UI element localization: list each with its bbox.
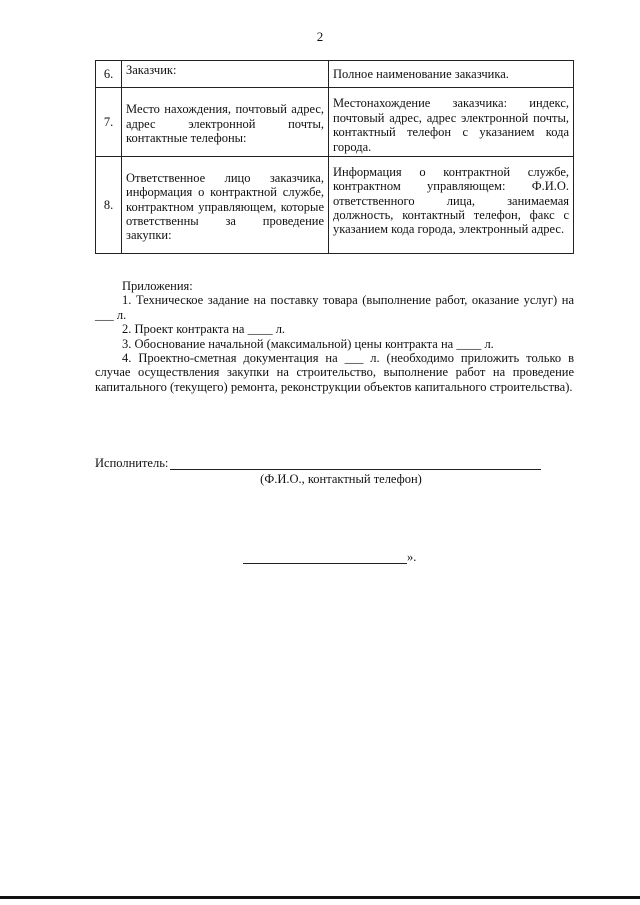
row-field-label: Ответственное лицо заказчика, информация о контрактной службе, контрактном управляющем, которые ответственны за проведение закупки: — [122, 156, 329, 253]
appendix-section — [95, 279, 574, 394]
row-field-label: Заказчик: — [122, 61, 329, 88]
closing-line — [243, 550, 416, 564]
appendix-item: 2. Проект контракта на ____ л. — [122, 322, 286, 337]
appendix-item: 4. Проектно-сметная документация на ___ л. (необходимо приложить только в случае осуществления закупки на строительство, выполнение работ на проведение капитального (текущего) ремонта, реконструкции объектов капитального строительства). — [95, 350, 574, 394]
row-number: 6. — [96, 61, 122, 88]
closing-blank — [243, 551, 407, 564]
appendix-item: 1. Техническое задание на поставку товара (выполнение работ, оказание услуг) на ___ л. — [95, 293, 574, 322]
row-number: 7. — [96, 88, 122, 157]
row-field-description: Информация о контрактной службе, контрактном управляющем: Ф.И.О. ответственного лица, занимаемая должность, контактный телефон, факс с указанием кода города, электронный адрес. — [329, 156, 574, 253]
table-row — [96, 61, 574, 88]
signer-label: Исполнитель: — [95, 456, 169, 470]
row-field-label: Место нахождения, почтовый адрес, адрес электронной почты, контактные телефоны: — [122, 88, 329, 157]
signature-blank — [170, 457, 541, 470]
bottom-rule — [0, 896, 640, 899]
row-field-description: Полное наименование заказчика. — [329, 61, 574, 88]
requirements-table — [95, 60, 574, 254]
appendix-item: 3. Обоснование начальной (максимальной) цены контракта на ____ л. — [122, 336, 494, 351]
closing-suffix: ». — [407, 550, 417, 564]
page-number: 2 — [316, 29, 324, 44]
row-field-description: Местонахождение заказчика: индекс, почтовый адрес, адрес электронной почты, контактный телефон с указанием кода города. — [329, 88, 574, 157]
signer-note: (Ф.И.О., контактный телефон) — [260, 472, 422, 486]
table-row — [96, 156, 574, 253]
table-row — [96, 88, 574, 157]
signer-line — [95, 456, 575, 470]
row-number: 8. — [96, 156, 122, 253]
appendix-heading: Приложения: — [122, 279, 193, 293]
